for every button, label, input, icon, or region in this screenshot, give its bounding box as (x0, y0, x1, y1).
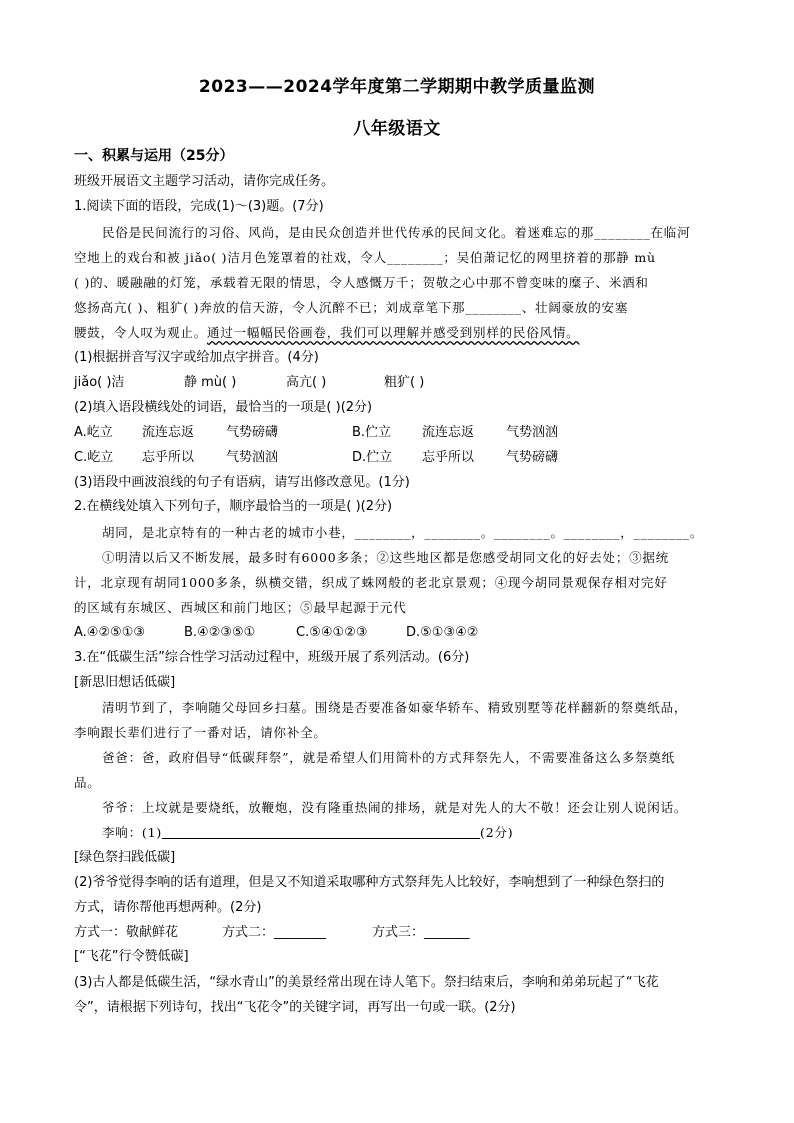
option-b-word1: B.伫立 (352, 425, 392, 440)
q1-wavy-sentence: 通过一幅幅民俗画卷，我们可以理解并感受到别样的民俗风情。 (207, 325, 580, 340)
option-d-word3: 气势磅礴 (506, 450, 559, 465)
q3-tag-1: [新思旧想话低碳] (74, 675, 176, 690)
section-heading: 一、积累与运用（25分） (74, 148, 234, 164)
option-a-word2: 流连忘返 (142, 425, 195, 440)
page-title: 2023——2024学年度第二学期期中教学质量监测 (198, 77, 596, 97)
q2-items-line: 计，北京现有胡同1000多条，纵横交错，织成了蛛网般的老北京景观；④现今胡同景观保存相对完好 (74, 575, 668, 590)
q1-passage-line: 空地上的戏台和被 jiǎo( )洁月色笼罩着的社戏，令人________；吴伯萧记忆的网里挤着的那静 mù (74, 250, 656, 265)
q2-option-d: D.⑤①③④② (406, 625, 479, 640)
q3-paragraph: 清明节到了，李响随父母回乡扫墓。围绕是否要准备如豪华轿车、精致别墅等花样翻新的祭奠纸品， (102, 700, 688, 715)
pinyin-item: 静 mù( ) (184, 375, 237, 390)
q1-passage-line: ( )的、暖融融的灯笼，承载着无限的情思，令人感慨万千；贺敬之心中那不曾变味的糜子、米酒和 (74, 275, 649, 290)
way-three[interactable]: 方式三：_______ (372, 925, 470, 940)
pinyin-item: 粗犷( ) (384, 375, 425, 390)
q1-sub3: (3)语段中画波浪线的句子有语病，请写出修改意见。(1分) (74, 475, 410, 490)
q3-dialogue-grandpa: 爷爷：上坟就是要烧纸，放鞭炮，没有隆重热闹的排场，就是对先人的大不敬！还会让别人说闲话。 (102, 800, 688, 815)
section-intro: 班级开展语文主题学习活动，请你完成任务。 (74, 174, 335, 189)
option-a-word1: A.屹立 (74, 425, 113, 440)
q3-answer-line (102, 824, 720, 842)
q2-items-line: ①明清以后又不断发展，最多时有6000多条；②这些地区都是您感受胡同文化的好去处；③据统 (102, 550, 670, 565)
q3-sub2-line: 方式，请你帮他再想两种。(2分) (74, 900, 262, 915)
pinyin-item: 高亢( ) (286, 375, 327, 390)
q1-passage-line: 悠扬高亢( )、粗犷( )奔放的信天游，令人沉醉不已；刘成章笔下那________、壮阔豪放的安塞 (74, 300, 629, 315)
option-c-word1: C.屹立 (74, 450, 114, 465)
pinyin-item: jiǎo( )洁 (74, 375, 125, 390)
answer-blank[interactable] (162, 825, 480, 839)
q2-stem: 2.在横线处填入下列句子，顺序最恰当的一项是( )(2分) (74, 499, 393, 514)
q1-stem: 1.阅读下面的语段，完成(1)～(3)题。(7分) (74, 199, 324, 214)
option-b-word3: 气势汹汹 (506, 425, 559, 440)
q1-passage-line (74, 324, 720, 342)
way-one: 方式一：敬献鲜花 (74, 925, 179, 940)
option-c-word3: 气势汹汹 (226, 450, 279, 465)
option-d-word1: D.伫立 (352, 450, 393, 465)
way-two[interactable]: 方式二：________ (222, 925, 327, 940)
q3-sub3-line: 令”，请根据下列诗句，找出“飞花令”的关键字词，再写出一句或一联。(2分) (74, 1000, 516, 1015)
q2-items-line: 的区域有东城区、西城区和前门地区；⑤最早起源于元代 (74, 600, 407, 615)
q1-passage-plain: 腰鼓，令人叹为观止。 (74, 325, 208, 340)
q3-dialogue-dad: 品。 (74, 775, 101, 790)
q3-sub2-line: (2)爷爷觉得李响的话有道理，但是又不知道采取哪种方式祭拜先人比较好，李响想到了一种绿色祭扫的 (74, 875, 665, 890)
answer-prefix: 李响：(1) (102, 825, 163, 840)
q3-sub3-line: (3)古人都是低碳生活，“绿水青山”的美景经常出现在诗人笔下。祭扫结束后，李响和弟弟玩起了“飞花 (74, 975, 659, 990)
q2-option-b: B.④②③⑤① (184, 625, 256, 640)
q3-tag-3: [“飞花”行令赞低碳] (74, 949, 189, 964)
option-a-word3: 气势磅礴 (226, 425, 279, 440)
q3-dialogue-dad: 爸爸：爸，政府倡导“低碳拜祭”，就是希望人们用简朴的方式拜祭先人，不需要准备这么多祭奠纸 (102, 750, 675, 765)
q2-passage: 胡同，是北京特有的一种古老的城市小巷，________，________。________。________，________。 (102, 525, 704, 540)
option-d-word2: 忘乎所以 (422, 450, 475, 465)
option-c-word2: 忘乎所以 (142, 450, 195, 465)
q1-sub1: (1)根据拼音写汉字或给加点字拼音。(4分) (74, 350, 319, 365)
q2-option-a: A.④②⑤①③ (74, 625, 146, 640)
q1-passage-line: 民俗是民间流行的习俗、风尚，是由民众创造并世代传承的民间文化。着迷难忘的那________在临河 (102, 225, 691, 240)
q3-tag-2: [绿色祭扫践低碳] (74, 850, 176, 865)
q3-stem: 3.在“低碳生活”综合性学习活动过程中，班级开展了系列活动。(6分) (74, 650, 470, 665)
q1-sub2: (2)填入语段横线处的词语，最恰当的一项是( )(2分) (74, 400, 373, 415)
q2-option-c: C.⑤④①②③ (296, 625, 368, 640)
page-subtitle: 八年级语文 (353, 119, 441, 139)
option-b-word2: 流连忘返 (422, 425, 475, 440)
answer-score: (2分) (480, 825, 514, 840)
q3-paragraph: 李响跟长辈们进行了一番对话，请你补全。 (74, 725, 327, 740)
